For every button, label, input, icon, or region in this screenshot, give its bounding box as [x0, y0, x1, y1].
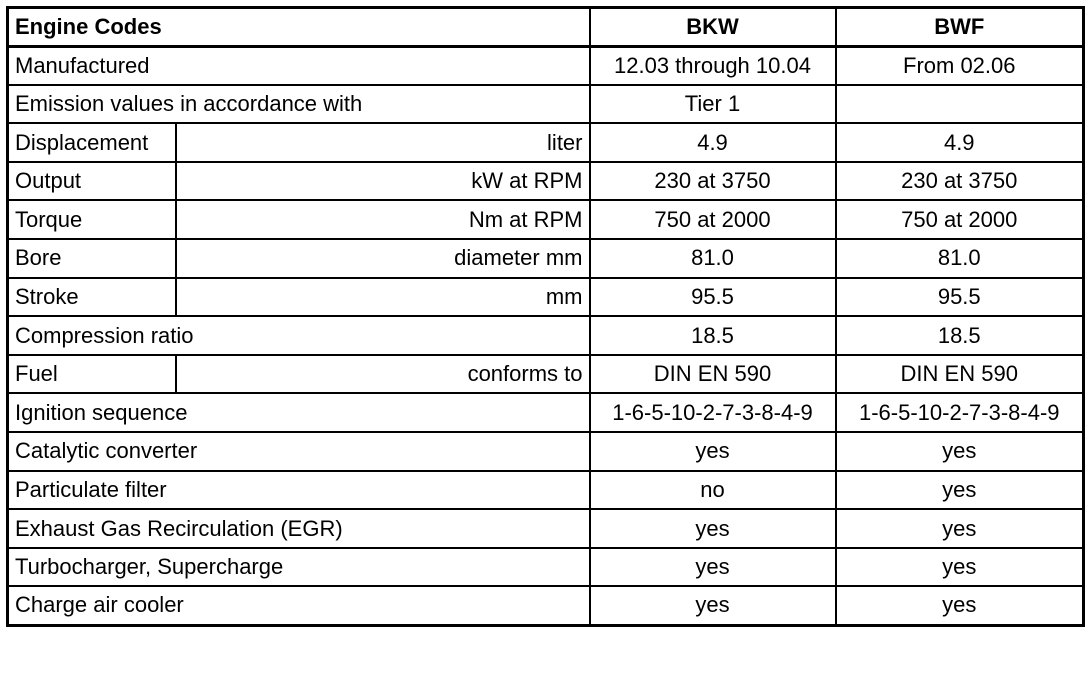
- table-row: [8, 162, 1084, 201]
- row-label: Catalytic converter: [8, 432, 590, 471]
- cell-bwf: 230 at 3750: [836, 162, 1084, 201]
- cell-bwf: 750 at 2000: [836, 200, 1084, 239]
- header-title: Engine Codes: [8, 8, 590, 47]
- column-header-bkw: BKW: [590, 8, 836, 47]
- row-label: Turbocharger, Supercharge: [8, 548, 590, 587]
- row-label: Compression ratio: [8, 316, 590, 355]
- column-header-bwf: BWF: [836, 8, 1084, 47]
- cell-bkw: 4.9: [590, 123, 836, 162]
- table-row: [8, 200, 1084, 239]
- cell-bkw: yes: [590, 586, 836, 625]
- table-row: [8, 393, 1084, 432]
- row-label: Emission values in accordance with: [8, 85, 590, 124]
- cell-bkw: DIN EN 590: [590, 355, 836, 394]
- table-row: [8, 239, 1084, 278]
- cell-bkw: yes: [590, 509, 836, 548]
- cell-bwf: yes: [836, 586, 1084, 625]
- cell-bkw: 230 at 3750: [590, 162, 836, 201]
- table-row: [8, 471, 1084, 510]
- cell-bwf: DIN EN 590: [836, 355, 1084, 394]
- row-label: Charge air cooler: [8, 586, 590, 625]
- table-row: [8, 586, 1084, 625]
- cell-bkw: 95.5: [590, 278, 836, 317]
- cell-bwf: From 02.06: [836, 46, 1084, 85]
- table-row: [8, 316, 1084, 355]
- table-row: [8, 278, 1084, 317]
- table-row: [8, 123, 1084, 162]
- table-row: [8, 509, 1084, 548]
- cell-bwf: 18.5: [836, 316, 1084, 355]
- row-label: Ignition sequence: [8, 393, 590, 432]
- cell-bwf: yes: [836, 471, 1084, 510]
- cell-bkw: Tier 1: [590, 85, 836, 124]
- row-label: Displacement: [8, 123, 176, 162]
- row-label: Stroke: [8, 278, 176, 317]
- cell-bkw: 12.03 through 10.04: [590, 46, 836, 85]
- cell-bwf: yes: [836, 548, 1084, 587]
- cell-bkw: 750 at 2000: [590, 200, 836, 239]
- header-row: [8, 8, 1084, 47]
- row-unit: kW at RPM: [176, 162, 590, 201]
- cell-bwf: 95.5: [836, 278, 1084, 317]
- row-label: Bore: [8, 239, 176, 278]
- row-label: Torque: [8, 200, 176, 239]
- cell-bkw: no: [590, 471, 836, 510]
- row-unit: diameter mm: [176, 239, 590, 278]
- cell-bkw: yes: [590, 432, 836, 471]
- row-unit: Nm at RPM: [176, 200, 590, 239]
- cell-bwf: yes: [836, 432, 1084, 471]
- cell-bkw: 1-6-5-10-2-7-3-8-4-9: [590, 393, 836, 432]
- table-row: [8, 432, 1084, 471]
- row-label: Output: [8, 162, 176, 201]
- engine-spec-table: [6, 6, 1085, 627]
- cell-bwf: yes: [836, 509, 1084, 548]
- cell-bwf: [836, 85, 1084, 124]
- row-unit: conforms to: [176, 355, 590, 394]
- cell-bkw: yes: [590, 548, 836, 587]
- cell-bwf: 1-6-5-10-2-7-3-8-4-9: [836, 393, 1084, 432]
- table-row: [8, 355, 1084, 394]
- cell-bkw: 81.0: [590, 239, 836, 278]
- table-row: [8, 548, 1084, 587]
- row-unit: mm: [176, 278, 590, 317]
- row-label: Fuel: [8, 355, 176, 394]
- row-label: Manufactured: [8, 46, 590, 85]
- row-label: Particulate filter: [8, 471, 590, 510]
- row-unit: liter: [176, 123, 590, 162]
- cell-bkw: 18.5: [590, 316, 836, 355]
- table-row: [8, 46, 1084, 85]
- row-label: Exhaust Gas Recirculation (EGR): [8, 509, 590, 548]
- cell-bwf: 81.0: [836, 239, 1084, 278]
- cell-bwf: 4.9: [836, 123, 1084, 162]
- table-row: [8, 85, 1084, 124]
